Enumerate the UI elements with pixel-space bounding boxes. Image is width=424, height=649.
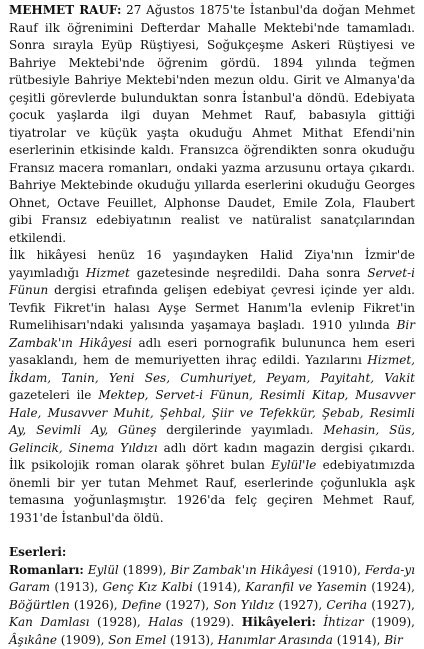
work-year: (1929).: [183, 615, 242, 629]
work-title: Son Yıldız: [213, 598, 274, 612]
work-year: (1913),: [166, 633, 217, 647]
career-text: adlı dört kadın magazin dergisi çıkardı. İlk psikolojik roman olarak şöhret bulan: [9, 441, 415, 473]
career-text: gazetesinde neşredildi. Daha sonra: [130, 266, 368, 280]
work-title: Bir Zambak'ın Hikâyesi: [170, 563, 313, 577]
career-text: gazeteleri ile: [9, 388, 98, 402]
works-paragraph: [9, 562, 415, 649]
work-year: (1910),: [313, 563, 365, 577]
work-title: Kan Damlası: [9, 615, 90, 629]
bio-text: 27 Ağustos 1875'te İstanbul'da doğan Mehmet Rauf ilk öğrenimini Defterdar Mahalle Mektebi'nde tamamladı. Sonra sırayla Eyüp Rüştiyesi, Soğukçeşme Askeri Rüştiyesi ve Bahriye Mektebi'nde öğrenim gördü. 1894 yılında teğmen rütbesiyle Bahriye Mektebi'nden mezun oldu. Girit ve Almanya'da çeşitli görevlerde bulunduktan sonra İstanbul'a döndü. Edebiyata çocuk yaşlarda ilgi duyan Mehmet Rauf, babasıyla gittiği tiyatrolar ve küçük yaşta okuduğu Ahmet Mithat Efendi'nin eserlerinin etkisinde kaldı. Fransızca öğrendikten sonra okuduğu Fransız macera romanları, ondaki yazma arzusunu ortaya çıkardı. Bahriye Mektebinde okuduğu yıllarda eserlerini okuduğu Georges Ohnet, Octave Feuillet, Alphonse Daudet, Emile Zola, Flaubert gibi Fransız edebiyatının realist ve natüralist sanatçılarından etkilendi.: [9, 3, 415, 245]
magazine-list: Mektep, Servet-i Fünun, Resimli Kitap, Musavver Hale, Musavver Muhit, Şehbal, Şiir ve Tefekkür, Şebab, Resimli Ay, Sevimli Ay, Güneş: [9, 388, 415, 437]
career-text: edebiyatımızda önemli bir yer tutan Mehmet Rauf, eserlerinde çoğunlukla aşk temasına yoğunlaşmıştır. 1926'da felç geçiren Mehmet Rauf, 1931'de İstanbul'da öldü.: [9, 458, 415, 525]
bio-paragraph: [9, 2, 415, 247]
work-title: İhtizar: [323, 615, 363, 629]
work-year: (1899),: [119, 563, 171, 577]
career-paragraph: [9, 247, 415, 527]
section-spacer: [9, 527, 415, 544]
work-title: Bir Zambak'ın Hikâyesi: [9, 318, 415, 350]
work-year: (1914),: [333, 633, 384, 647]
work-title: Son Emel: [108, 633, 166, 647]
newspaper-title: Hizmet: [86, 266, 130, 280]
work-year: (1909),: [57, 633, 108, 647]
work-title: Define: [122, 598, 162, 612]
career-text: dergilerinde yayımladı.: [156, 423, 323, 437]
work-year: (1926),: [70, 598, 122, 612]
work-title: Hanımlar Arasında: [218, 633, 333, 647]
work-year: (1927),: [161, 598, 213, 612]
career-text: İlk hikâyesi henüz 16 yaşındayken Halid Ziya'nın İzmir'de yayımladığı: [9, 248, 415, 280]
work-title: Genç Kız Kalbi: [102, 580, 192, 594]
novels-label: Romanları:: [9, 563, 84, 577]
work-year: (1928),: [90, 615, 149, 629]
work-title: Halas: [148, 615, 183, 629]
works-clip: [9, 562, 415, 624]
career-text: adlı eseri pornografik bulununca hem eseri yasaklandı, hem de memuriyetten ihraç edildi. Yazılarını: [9, 336, 415, 368]
work-year: (1913),: [50, 580, 102, 594]
work-year: (1914),: [193, 580, 245, 594]
women-magazine-list: Mehasin, Süs, Gelincik, Sinema Yıldızı: [9, 423, 415, 455]
career-text: dergisi etrafında gelişen edebiyat çevresi içinde yer aldı. Tevfik Fikret'in halası Ayşe Sermet Hanım'la evlenip Fikret'in Rumelihisarı'ndaki yalısında yaşamaya başladı. 1910 yılında: [9, 283, 415, 332]
stories-label: Hikâyeleri:: [242, 615, 316, 629]
work-title: Eylül: [88, 563, 119, 577]
work-year: (1927),: [367, 598, 415, 612]
author-name: MEHMET RAUF:: [9, 3, 121, 17]
work-title: Ferda-yı Garam: [9, 563, 415, 595]
works-heading: Eserleri:: [9, 544, 415, 562]
work-title: Ceriha: [326, 598, 367, 612]
work-title: Böğürtlen: [9, 598, 70, 612]
work-year: (1924),: [367, 580, 415, 594]
work-title: Âşıkâne: [9, 633, 57, 647]
newspaper-list: Hizmet, İkdam, Tanin, Yeni Ses, Cumhuriyet, Peyam, Payitaht, Vakit: [9, 353, 415, 385]
work-title: Karanfil ve Yasemin: [245, 580, 367, 594]
work-year: (1909),: [364, 615, 415, 629]
work-title: Eylül'le: [271, 458, 316, 472]
work-title: Bir: [384, 633, 402, 647]
work-year: (1927),: [274, 598, 326, 612]
magazine-title: Servet-i Fünun: [9, 266, 415, 298]
